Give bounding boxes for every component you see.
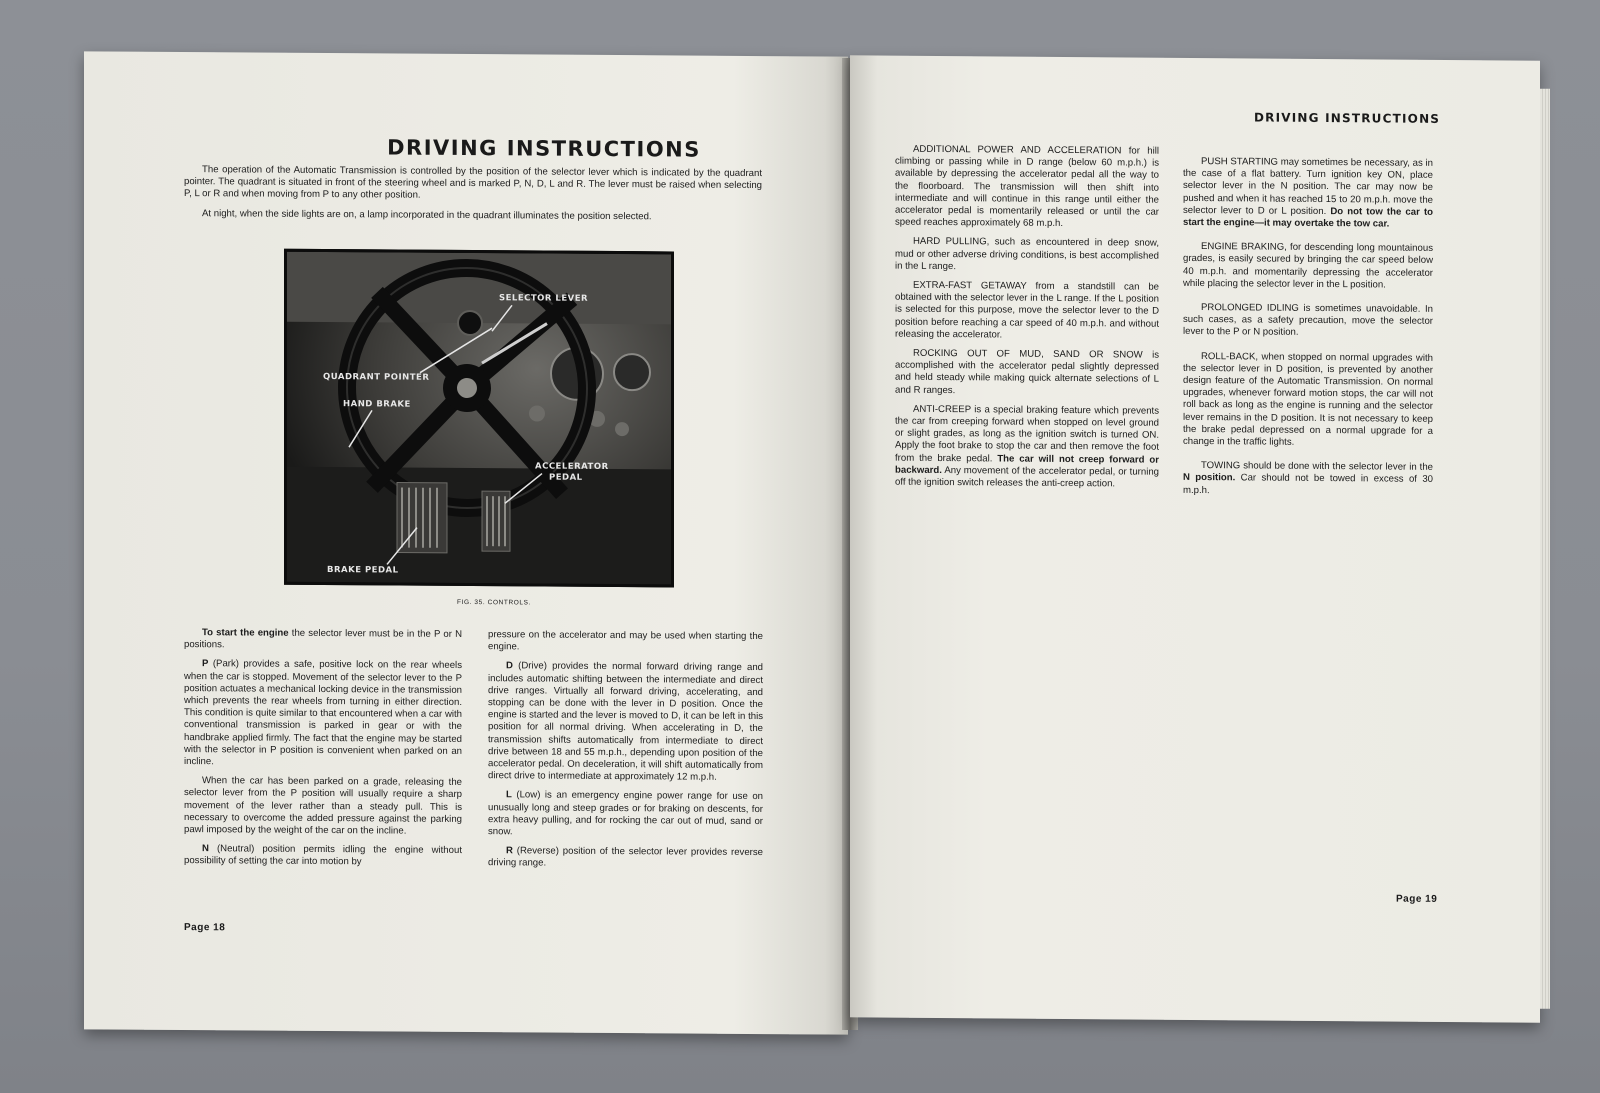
- controls-photo: [284, 249, 674, 588]
- paragraph-text: (Neutral) position permits idling the engine without possibility of setting the car into motion by: [184, 843, 462, 868]
- bold-lead: N: [202, 843, 209, 855]
- paragraph: When the car has been parked on a grade, releasing the selector lever from the P position will usually require a sharp movement of the lever rather than a steady pull. This is necessary to overcome the added pressure against the parking pawl imposed by the weight of the car on the incline.: [184, 775, 462, 837]
- paragraph-text: PUSH STARTING may sometimes be necessary, as in the case of a flat battery. Turn ignition key ON, place selector lever in the N position. The car may now be pushed and when it has reached 15 to 20 m.p.h. move the selector lever to D or L position.: [1183, 156, 1433, 217]
- paragraph-text: (Low) is an emergency engine power range for use on unusually long and steep grades or for braking on descents, for extra heavy pulling, and for rocking the car out of mud, sand or snow.: [488, 789, 763, 838]
- steering-wheel-image: [287, 252, 671, 585]
- bold-text: Do not tow the car to start the engine—it may overtake the tow car.: [1183, 205, 1433, 230]
- intro-text: [184, 164, 762, 231]
- bold-lead: To start the engine: [202, 627, 289, 639]
- bold-text: The car will not creep forward or backward.: [895, 453, 1159, 476]
- intro-paragraph: At night, when the side lights are on, a lamp incorporated in the quadrant illuminates the position selected.: [202, 207, 652, 222]
- paragraph-text: ANTI-CREEP is a special braking feature which prevents the car from creeping forward when stopped on level ground or slight grades, as long as the ignition switch is turned ON. Apply the foot brake to stop the car and then remove the foot from the brake pedal.: [895, 403, 1159, 465]
- paragraph: [488, 661, 763, 785]
- accelerator-pedal-label: ACCELERATOR: [535, 461, 609, 472]
- bold-lead: P: [202, 658, 209, 670]
- paragraph: PROLONGED IDLING is sometimes unavoidable. In such cases, as a safety precaution, move the selector lever to the P or N position.: [1183, 302, 1433, 339]
- page-number: Page 18: [184, 922, 226, 934]
- paragraph-text: (Drive) provides the normal forward driving range and includes automatic shifting between the intermediate and direct drive ranges. Virtually all forward driving, accelerating, and stopping can be done with the lever in D position. Once the engine is started and the lever is moved to D, it can be left in this position for all normal driving. When accelerating in D, the transmission shifts automatically from intermediate to direct drive between 18 and 55 m.p.h., depending upon position of the accelerator pedal. On deceleration, it will shift automatically from direct drive to intermediate at approximately 12 m.p.h.: [488, 660, 763, 783]
- bold-lead: L: [506, 789, 512, 801]
- selector-lever-label: SELECTOR LEVER: [499, 293, 589, 304]
- paragraph: HARD PULLING, such as encountered in deep snow, mud or other adverse driving conditions, is best accomplished in the L range.: [895, 236, 1159, 272]
- paragraph-text: Any movement of the accelerator pedal, or turning off the ignition switch releases the anti-creep action.: [895, 464, 1159, 490]
- bold-text: N position.: [1183, 472, 1236, 484]
- page-stack-edge: [1540, 89, 1550, 1009]
- accelerator-pedal-label-line2: PEDAL: [549, 472, 583, 483]
- intro-paragraph: The operation of the Automatic Transmission is controlled by the position of the selector lever which is indicated by the quadrant pointer. The quadrant is situated in front of the steering wheel and is marked P, N, D, L and R. The lever must be raised when selecting P, L or R and when moving from P to any other position.: [184, 164, 762, 202]
- page-title: DRIVING INSTRUCTIONS: [387, 135, 701, 162]
- paragraph: [184, 627, 462, 653]
- paragraph: pressure on the accelerator and may be used when starting the engine.: [488, 629, 763, 653]
- paragraph: [488, 845, 763, 871]
- quadrant-pointer-label: QUADRANT POINTER: [323, 372, 430, 383]
- bold-lead: D: [506, 660, 513, 672]
- paragraph: EXTRA-FAST GETAWAY from a standstill can be obtained with the selector lever in the L range. If the L position is selected for this purpose, move the selector lever to the D position before reaching a car speed of 40 m.p.h. and without releasing the accelerator.: [895, 279, 1159, 341]
- paragraph-text: (Reverse) position of the selector lever provides reverse driving range.: [488, 845, 763, 870]
- paragraph: [184, 843, 462, 869]
- bold-lead: R: [506, 845, 513, 857]
- right-page: [850, 55, 1540, 1022]
- paragraph-text: Car should not be towed in excess of 30 m.p.h.: [1183, 472, 1434, 496]
- right-column: [488, 629, 763, 879]
- paragraph: ROLL-BACK, when stopped on normal upgrades with the selector lever in D position, is prevented by another design feature of the Automatic Transmission. On normal upgrades, whenever forward motion stops, the car will not roll back as long as the engine is running and the selector lever remains in the D position. It is not necessary to keep the brake pedal depressed on a normal upgrade for a change in the traffic lights.: [1183, 350, 1433, 448]
- brake-pedal-label: BRAKE PEDAL: [327, 565, 399, 576]
- paragraph: [1183, 156, 1433, 231]
- hand-brake-label: HAND BRAKE: [343, 399, 411, 410]
- paragraph-text: the selector lever must be in the P or N positions.: [184, 627, 462, 651]
- paragraph: [1183, 460, 1433, 499]
- page-number: Page 19: [1396, 893, 1438, 905]
- left-column: [895, 144, 1159, 498]
- paragraph-text: TOWING should be done with the selector lever in the: [1201, 460, 1433, 474]
- paragraph: [184, 658, 462, 770]
- right-column: [1183, 156, 1433, 506]
- paragraph: [895, 404, 1159, 491]
- running-header: DRIVING INSTRUCTIONS: [1254, 110, 1441, 126]
- figure-caption: FIG. 35. CONTROLS.: [456, 598, 531, 607]
- paragraph: [488, 790, 763, 841]
- paragraph: ADDITIONAL POWER AND ACCELERATION for hill climbing or passing while in D range (below 60 m.p.h.) is available by depressing the accelerator pedal all the way to the floorboard. The transmission will then shift into intermediate and will continue in this range until either the accelerator pedal is momentarily released or until the car speed reaches approximately 68 m.p.h.: [895, 143, 1159, 230]
- paragraph: ENGINE BRAKING, for descending long mountainous grades, is easily secured by bringing the car speed below 40 m.p.h. and momentarily depressing the accelerator while placing the selector lever in the L position.: [1183, 241, 1433, 291]
- left-page: [84, 51, 848, 1034]
- paragraph-text: (Park) provides a safe, positive lock on the rear wheels when the car is stopped. Movement of the selector lever to the P position actuates a mechanical locking device in the transmission which prevents the rear wheels from turning in either direction. This condition is quite similar to that encountered when a car with conventional transmission is parked in gear or with the handbrake applied firmly. The fact that the engine may be started with the selector in P position is convenient when parked on an incline.: [184, 658, 462, 768]
- left-column: [184, 627, 462, 877]
- paragraph: ROCKING OUT OF MUD, SAND OR SNOW is accomplished with the accelerator pedal slightly depressed and held steady while making quick alternate selections of L and R ranges.: [895, 347, 1159, 396]
